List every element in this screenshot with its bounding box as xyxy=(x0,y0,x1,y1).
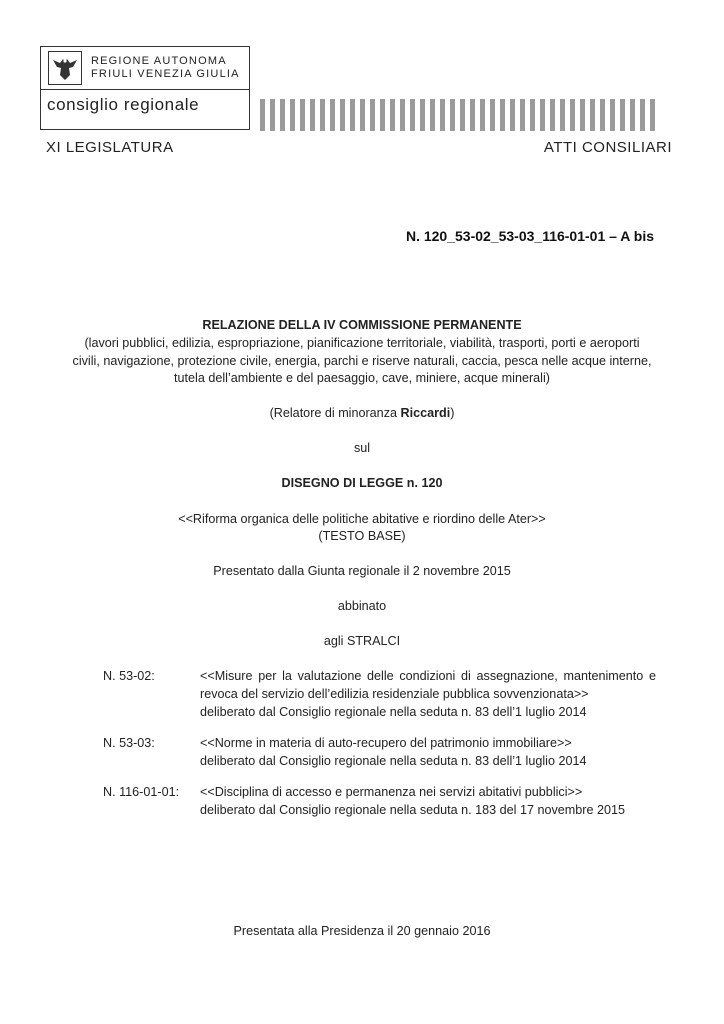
stralcio-deliberato: deliberato dal Consiglio regionale nella seduta n. 83 dell’1 luglio 2014 xyxy=(200,705,587,719)
atti-consiliari-label: ATTI CONSILIARI xyxy=(543,139,672,156)
header-divider xyxy=(41,89,249,90)
testo-base: (TESTO BASE) xyxy=(318,529,406,543)
stralcio-item xyxy=(103,667,656,721)
stralcio-title: <<Misure per la valutazione delle condizioni di assegnazione, mantenimento e revoca del servizio dell’edilizia residenziale pubblica sovvenzionata>> xyxy=(200,669,656,701)
barcode-decoration xyxy=(260,99,670,131)
stralcio-title: <<Norme in materia di auto-recupero del patrimonio immobiliare>> xyxy=(200,736,572,750)
stralcio-number: N. 53-02: xyxy=(103,669,155,683)
relazione-title: RELAZIONE DELLA IV COMMISSIONE PERMANENTE xyxy=(202,318,522,332)
region-name xyxy=(91,55,240,81)
stralcio-item xyxy=(103,783,656,819)
relatore-line xyxy=(40,404,684,422)
stralcio-item xyxy=(103,734,656,770)
stralcio-deliberato: deliberato dal Consiglio regionale nella seduta n. 83 dell’1 luglio 2014 xyxy=(200,754,587,768)
relatore-prefix: (Relatore di minoranza xyxy=(269,406,401,420)
presentata-line: Presentata alla Presidenza il 20 gennaio 2016 xyxy=(233,924,491,938)
stralcio-deliberato: deliberato dal Consiglio regionale nella seduta n. 183 del 17 novembre 2015 xyxy=(200,803,625,817)
relatore-name: Riccardi xyxy=(400,406,451,420)
sul-label: sul xyxy=(353,441,371,455)
region-line-2: FRIULI VENEZIA GIULIA xyxy=(91,68,240,80)
header-box xyxy=(40,46,250,130)
stralcio-title: <<Disciplina di accesso e permanenza nei servizi abitativi pubblici>> xyxy=(200,785,583,799)
presentato-line: Presentato dalla Giunta regionale il 2 novembre 2015 xyxy=(213,564,511,578)
eagle-logo-icon xyxy=(48,51,82,85)
law-title: <<Riforma organica delle politiche abitative e riordino delle Ater>> xyxy=(178,512,546,526)
document-number: N. 120_53-02_53-03_116-01-01 – A bis xyxy=(405,228,654,244)
abbinato-label: abbinato xyxy=(337,599,387,613)
stralcio-number: N. 53-03: xyxy=(103,736,155,750)
relazione-desc-3: tutela dell’ambiente e del paesaggio, cave, miniere, acque minerali) xyxy=(174,371,550,385)
council-name: consiglio regionale xyxy=(47,95,200,114)
relazione-desc-1: (lavori pubblici, edilizia, espropriazione, pianificazione territoriale, viabilità, trasporti, porti e aeroporti xyxy=(84,336,640,350)
region-line-1: REGIONE AUTONOMA xyxy=(91,55,227,67)
stralcio-number: N. 116-01-01: xyxy=(103,785,180,799)
relazione-desc-2: civili, navigazione, protezione civile, energia, parchi e riserve naturali, caccia, pesca nelle acque interne, xyxy=(72,354,652,368)
agli-stralci-label: agli STRALCI xyxy=(323,634,401,648)
legislature-label: XI LEGISLATURA xyxy=(46,139,174,156)
relatore-suffix: ) xyxy=(450,406,455,420)
disegno-title: DISEGNO DI LEGGE n. 120 xyxy=(281,476,443,490)
